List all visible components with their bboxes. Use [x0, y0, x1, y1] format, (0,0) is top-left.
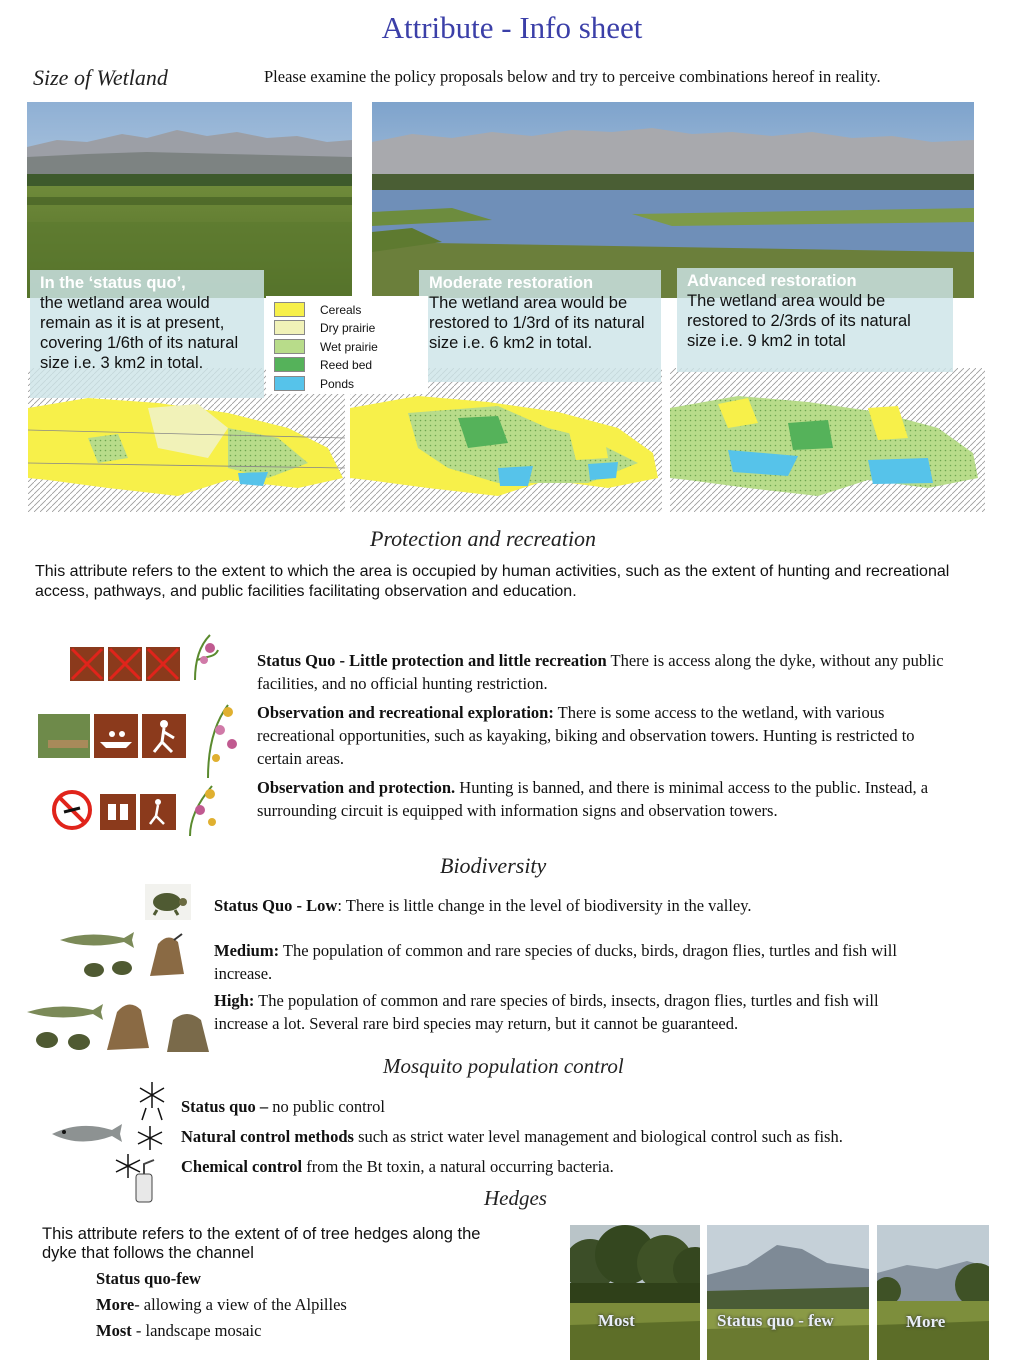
- protection-option-1-text: There is access along the dyke, without any public facilities, and no official hunting restriction.: [257, 651, 944, 693]
- moderate-box: [419, 270, 661, 382]
- mosquito-option-3-title: Chemical control: [181, 1157, 303, 1176]
- map-legend: [266, 296, 428, 394]
- protection-option-3-title: Observation and protection.: [257, 778, 456, 797]
- advanced-label: Advanced restoration: [687, 272, 857, 290]
- intro-text: Please examine the policy proposals below and try to perceive combinations hereof in reality.: [264, 67, 881, 86]
- protection-option-status-quo: [257, 649, 957, 695]
- status-quo-box: [30, 270, 264, 398]
- biodiversity-option-high: [214, 989, 914, 1035]
- mosquito-option-1-text: no public control: [268, 1097, 385, 1116]
- protection-option-3-text: Hunting is banned, and there is minimal access to the public. Instead, a surrounding circuit is equipped with information signs and observation towers.: [257, 778, 929, 820]
- hedges-option-3-title: Most: [96, 1321, 132, 1340]
- moderate-text: The wetland area would be restored to 1/3rd of its natural size i.e. 6 km2 in total.: [429, 294, 645, 352]
- hedges-option-most: [96, 1319, 261, 1342]
- legend-reed-bed: Reed bed: [320, 358, 373, 372]
- status-quo-text: the wetland area would remain as it is at present, covering 1/6th of its natural size i.e. 3 km2 in total.: [40, 294, 239, 372]
- biodiversity-option-2-title: Medium:: [214, 941, 280, 960]
- fish-birds-turtles-icon: [27, 994, 212, 1058]
- legend-ponds: Ponds: [320, 377, 355, 391]
- protection-option-exploration: [257, 701, 957, 770]
- wetland-heading: Size of Wetland: [33, 65, 168, 90]
- hedges-option-2-title: More: [96, 1295, 135, 1314]
- biodiversity-option-3-title: High:: [214, 991, 255, 1010]
- protection-option-2-title: Observation and recreational exploration:: [257, 703, 554, 722]
- mosquito-icons: [50, 1078, 180, 1210]
- mosquito-option-natural: [181, 1125, 981, 1148]
- mosquito-option-2-title: Natural control methods: [181, 1127, 354, 1146]
- mosquito-option-1-title: Status quo –: [181, 1097, 269, 1116]
- protection-option-1-title: Status Quo - Little protection and little recreation: [257, 651, 607, 670]
- protection-heading: Protection and recreation: [370, 526, 597, 551]
- mosquito-heading: Mosquito population control: [383, 1054, 624, 1078]
- advanced-box: [677, 268, 953, 372]
- hedges-option-3-text: - landscape mosaic: [131, 1321, 262, 1340]
- hedges-heading: Hedges: [484, 1186, 547, 1210]
- protection-icons: [50, 782, 232, 838]
- hedges-option-more: [96, 1293, 347, 1316]
- mosquito-option-3-text: from the Bt toxin, a natural occurring bacteria.: [302, 1157, 614, 1176]
- hedge-caption-more: More: [906, 1312, 946, 1331]
- hedges-option-status-quo: [96, 1267, 201, 1290]
- hedge-photo-most: [570, 1225, 700, 1360]
- hedge-caption-most: Most: [598, 1311, 635, 1330]
- hedge-photo-status-quo: [707, 1225, 869, 1360]
- map-advanced: [670, 368, 985, 512]
- hedge-photo-more: [877, 1225, 989, 1360]
- moderate-label: Moderate restoration: [429, 274, 594, 292]
- biodiversity-option-1-title: Status Quo - Low: [214, 896, 338, 915]
- protection-option-2-text: There is some access to the wetland, with various recreational opportunities, such as kayaking, biking and observation towers. Hunting is restricted to certain areas.: [257, 703, 915, 768]
- advanced-text: The wetland area would be restored to 2/3rds of its natural size i.e. 9 km2 in total: [687, 292, 911, 350]
- hedges-description: This attribute refers to the extent of of tree hedges along the dyke that follows the channel: [42, 1225, 481, 1262]
- fish-bird-turtle-icon: [58, 924, 192, 984]
- biodiversity-heading: Biodiversity: [440, 853, 547, 878]
- hedges-option-2-text: - allowing a view of the Alpilles: [134, 1295, 347, 1314]
- biodiversity-option-low: [214, 894, 934, 917]
- biodiversity-option-1-text: : There is little change in the level of biodiversity in the valley.: [337, 896, 752, 915]
- legend-dry-prairie: Dry prairie: [320, 321, 376, 335]
- biodiversity-option-2-text: The population of common and rare species of ducks, birds, dragon flies, turtles and fish will increase.: [214, 941, 897, 983]
- hedge-caption-status-quo: Status quo - few: [717, 1311, 834, 1330]
- turtle-icon: [145, 884, 191, 920]
- hedges-option-1-title: Status quo-few: [96, 1269, 201, 1288]
- mosquito-option-chemical: [181, 1155, 971, 1178]
- recreation-icons: [38, 700, 260, 780]
- mosquito-option-status-quo: [181, 1095, 971, 1118]
- mosquito-icon: [116, 1082, 164, 1178]
- status-quo-label: In the ‘status quo’,: [40, 274, 186, 292]
- protection-description: This attribute refers to the extent to which the area is occupied by human activities, such as the extent of hunting and recreational access, pathways, and public facilities facilitating observation and education.: [35, 563, 950, 600]
- protection-option-protection: [257, 776, 967, 822]
- no-facilities-icon: [70, 630, 220, 686]
- mosquito-option-2-text: such as strict water level management and biological control such as fish.: [353, 1127, 843, 1146]
- biodiversity-option-medium: [214, 939, 914, 985]
- wetland-photo-status-quo: [27, 102, 352, 298]
- legend-wet-prairie: Wet prairie: [320, 340, 378, 354]
- page-title: Attribute - Info sheet: [381, 10, 643, 45]
- biodiversity-option-3-text: The population of common and rare species of birds, insects, dragon flies, turtles and fish will increase a lot. Several rare bird species may return, but it cannot be guaranteed.: [214, 991, 879, 1033]
- legend-cereals: Cereals: [320, 303, 362, 317]
